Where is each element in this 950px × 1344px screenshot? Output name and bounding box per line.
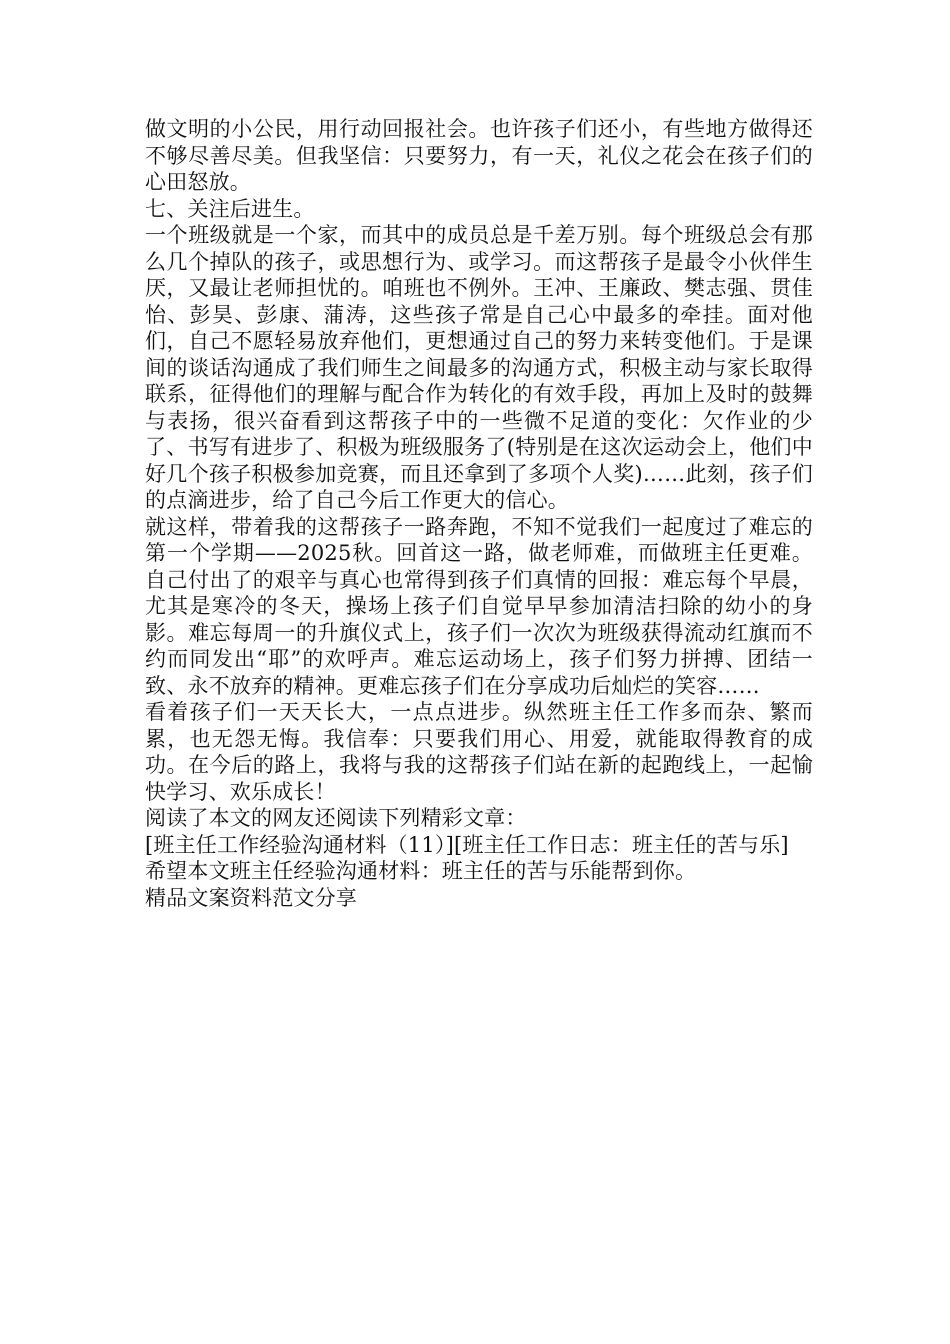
related-articles-heading: 阅读了本文的网友还阅读下列精彩文章： [145,806,527,830]
paragraph-closing: 看着孩子们一天天长大，一点点进步。纵然班主任工作多而杂、繁而累，也无怨无悔。我信奉：只要我们用心、用爱，就能取得教育的成功。在今后的路上，我将与我的这帮孩子们站在新的起跑线上，一起愉快学习、欢乐成长！ [145,700,813,804]
document-body [145,116,813,911]
related-articles-links[interactable]: [班主任工作经验沟通材料（11）][班主任工作日志：班主任的苦与乐] [145,832,789,857]
paragraph-underachievers: 一个班级就是一个家，而其中的成员总是千差万别。每个班级总会有那么几个掉队的孩子，或思想行为、或学习。而这帮孩子是最令小伙伴生厌，又最让老师担忧的。咱班也不例外。王冲、王廉政、樊志强、贯佳怡、彭昊、彭康、蒲涛，这些孩子常是自己心中最多的牵挂。面对他们，自己不愿轻易放弃他们，更想通过自己的努力来转变他们。于是课间的谈话沟通成了我们师生之间最多的沟通方式，积极主动与家长取得联系，征得他们的理解与配合作为转化的有效手段，再加上及时的鼓舞与表扬，很兴奋看到这帮孩子中的一些微不足道的变化：欠作业的少了、书写有进步了、积极为班级服务了(特别是在这次运动会上，他们中好几个孩子积极参加竞赛，而且还拿到了多项个人奖)……此刻，孩子们的点滴进步，给了自己今后工作更大的信心。 [145,223,813,512]
paragraph-semester-review: 就这样，带着我的这帮孩子一路奔跑，不知不觉我们一起度过了难忘的第一个学期——2025秋。回首这一路，做老师难，而做班主任更难。自己付出了的艰辛与真心也常得到孩子们真情的回报：难忘每个早晨，尤其是寒冷的冬天，操场上孩子们自觉早早参加清洁扫除的幼小的身影。难忘每周一的升旗仪式上，孩子们一次次为班级获得流动红旗而不约而同发出“耶”的欢呼声。难忘运动场上，孩子们努力拼搏、团结一致、永不放弃的精神。更难忘孩子们在分享成功后灿烂的笑容…… [145,514,813,698]
footer-note: 精品文案资料范文分享 [145,885,357,910]
section-heading-underachievers: 七、关注后进生。 [145,196,315,221]
closing-wish: 希望本文班主任经验沟通材料：班主任的苦与乐能帮到你。 [145,859,697,883]
paragraph-etiquette-conclusion: 做文明的小公民，用行动回报社会。也许孩子们还小，有些地方做得还不够尽善尽美。但我坚信：只要努力，有一天，礼仪之花会在孩子们的心田怒放。 [145,117,813,194]
